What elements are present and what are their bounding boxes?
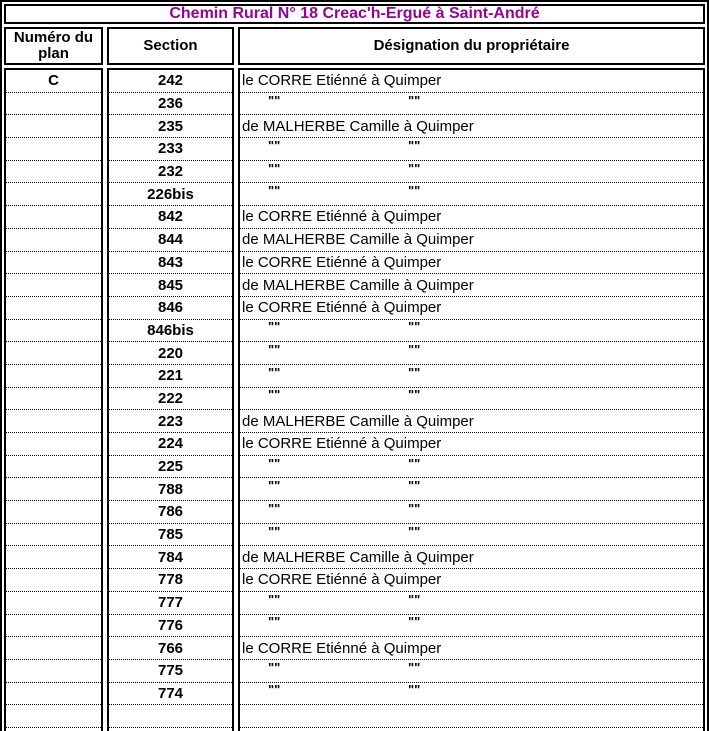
ditto-mark: "" [408, 160, 421, 176]
plan-cell [6, 297, 101, 320]
section-cell: 775 [109, 660, 232, 683]
owner-cell: de MALHERBE Camille à Quimper [240, 229, 703, 252]
owner-cell-ditto [240, 615, 703, 638]
owner-cell-ditto [240, 183, 703, 206]
plan-cell [6, 660, 101, 683]
section-cell: 784 [109, 546, 232, 569]
plan-cell [6, 433, 101, 456]
table-body [4, 68, 705, 731]
section-cell: 774 [109, 683, 232, 706]
plan-cell: C [6, 70, 101, 93]
section-cell: 777 [109, 592, 232, 615]
section-cell: 232 [109, 161, 232, 184]
plan-cell [6, 637, 101, 660]
ditto-mark: "" [408, 478, 421, 494]
section-cell: 842 [109, 206, 232, 229]
plan-cell [6, 546, 101, 569]
owner-cell-ditto [240, 683, 703, 706]
section-cell: 235 [109, 115, 232, 138]
ditto-mark: "" [268, 614, 281, 630]
section-cell: 846 [109, 297, 232, 320]
section-cell: 785 [109, 524, 232, 547]
owner-cell: de MALHERBE Camille à Quimper [240, 115, 703, 138]
plan-cell [6, 501, 101, 524]
section-cell [109, 705, 232, 728]
ditto-mark: "" [268, 659, 281, 675]
plan-cell [6, 138, 101, 161]
ditto-mark: "" [408, 591, 421, 607]
owner-cell-ditto [240, 501, 703, 524]
plan-column [4, 68, 103, 731]
plan-cell [6, 365, 101, 388]
owner-cell-ditto [240, 592, 703, 615]
section-cell: 225 [109, 456, 232, 479]
owner-cell: de MALHERBE Camille à Quimper [240, 410, 703, 433]
document-title: Chemin Rural N° 18 Creac'h-Ergué à Saint-André [4, 4, 705, 24]
ditto-mark: "" [268, 501, 281, 516]
owner-cell-ditto [240, 660, 703, 683]
section-cell: 220 [109, 342, 232, 365]
ditto-mark: "" [408, 342, 421, 358]
ditto-mark: "" [268, 342, 281, 358]
ditto-mark: "" [268, 523, 281, 539]
owner-cell-ditto [240, 388, 703, 411]
plan-cell [6, 683, 101, 706]
ditto-mark: "" [408, 183, 421, 199]
section-cell: 788 [109, 478, 232, 501]
plan-cell [6, 229, 101, 252]
plan-cell [6, 342, 101, 365]
section-cell: 242 [109, 70, 232, 93]
ditto-mark: "" [268, 138, 281, 153]
section-cell: 778 [109, 569, 232, 592]
plan-cell [6, 274, 101, 297]
owner-cell-ditto [240, 365, 703, 388]
owner-cell-ditto [240, 478, 703, 501]
ditto-mark: "" [268, 591, 281, 607]
owner-cell-ditto [240, 342, 703, 365]
owner-cell-ditto [240, 524, 703, 547]
ditto-mark: "" [268, 364, 281, 380]
plan-cell [6, 705, 101, 728]
ditto-mark: "" [408, 364, 421, 380]
column-header-plan: Numéro du plan [4, 27, 103, 65]
ditto-mark: "" [408, 92, 421, 108]
section-cell: 233 [109, 138, 232, 161]
section-cell: 224 [109, 433, 232, 456]
ditto-mark: "" [408, 659, 421, 675]
ditto-mark: "" [408, 614, 421, 630]
section-cell: 766 [109, 637, 232, 660]
owner-cell-ditto [240, 320, 703, 343]
plan-cell [6, 320, 101, 343]
plan-cell [6, 183, 101, 206]
section-cell: 226bis [109, 183, 232, 206]
ditto-mark: "" [268, 682, 281, 698]
owner-cell-ditto [240, 138, 703, 161]
section-cell: 776 [109, 615, 232, 638]
section-cell: 844 [109, 229, 232, 252]
owner-cell-ditto [240, 161, 703, 184]
section-cell: 223 [109, 410, 232, 433]
ditto-mark: "" [268, 319, 281, 335]
ditto-mark: "" [268, 160, 281, 176]
ditto-mark: "" [408, 319, 421, 335]
section-column [107, 68, 234, 731]
plan-cell [6, 569, 101, 592]
owner-cell: le CORRE Etiénné à Quimper [240, 637, 703, 660]
plan-cell [6, 206, 101, 229]
plan-cell [6, 524, 101, 547]
table-header-row [4, 27, 705, 65]
section-cell: 846bis [109, 320, 232, 343]
ditto-mark: "" [408, 523, 421, 539]
ditto-mark: "" [408, 682, 421, 698]
owner-cell: le CORRE Etiénné à Quimper [240, 70, 703, 93]
plan-cell [6, 161, 101, 184]
ditto-mark: "" [268, 92, 281, 108]
ditto-mark: "" [408, 455, 421, 471]
section-cell: 221 [109, 365, 232, 388]
plan-cell [6, 115, 101, 138]
owner-cell-ditto [240, 93, 703, 116]
owner-cell-ditto [240, 456, 703, 479]
ditto-mark: "" [268, 478, 281, 494]
plan-cell [6, 592, 101, 615]
owner-cell: le CORRE Etiénné à Quimper [240, 252, 703, 275]
plan-cell [6, 388, 101, 411]
plan-cell [6, 615, 101, 638]
owner-cell [240, 705, 703, 728]
plan-cell [6, 93, 101, 116]
plan-cell [6, 252, 101, 275]
column-header-section: Section [107, 27, 234, 65]
ditto-mark: "" [408, 387, 421, 403]
ditto-mark: "" [408, 138, 421, 153]
ditto-mark: "" [268, 455, 281, 471]
section-cell: 786 [109, 501, 232, 524]
section-cell: 222 [109, 388, 232, 411]
owner-cell: le CORRE Etiénné à Quimper [240, 206, 703, 229]
section-cell: 845 [109, 274, 232, 297]
owner-cell: le CORRE Etiénné à Quimper [240, 297, 703, 320]
ditto-mark: "" [268, 183, 281, 199]
owner-cell: le CORRE Etiénné à Quimper [240, 569, 703, 592]
ditto-mark: "" [408, 501, 421, 516]
plan-cell [6, 456, 101, 479]
section-cell: 236 [109, 93, 232, 116]
plan-cell [6, 478, 101, 501]
owner-cell: de MALHERBE Camille à Quimper [240, 546, 703, 569]
owner-cell: le CORRE Etiénné à Quimper [240, 433, 703, 456]
owner-column [238, 68, 705, 731]
ditto-mark: "" [268, 387, 281, 403]
plan-cell [6, 410, 101, 433]
section-cell: 843 [109, 252, 232, 275]
owner-cell: de MALHERBE Camille à Quimper [240, 274, 703, 297]
column-header-owner: Désignation du propriétaire [238, 27, 705, 65]
